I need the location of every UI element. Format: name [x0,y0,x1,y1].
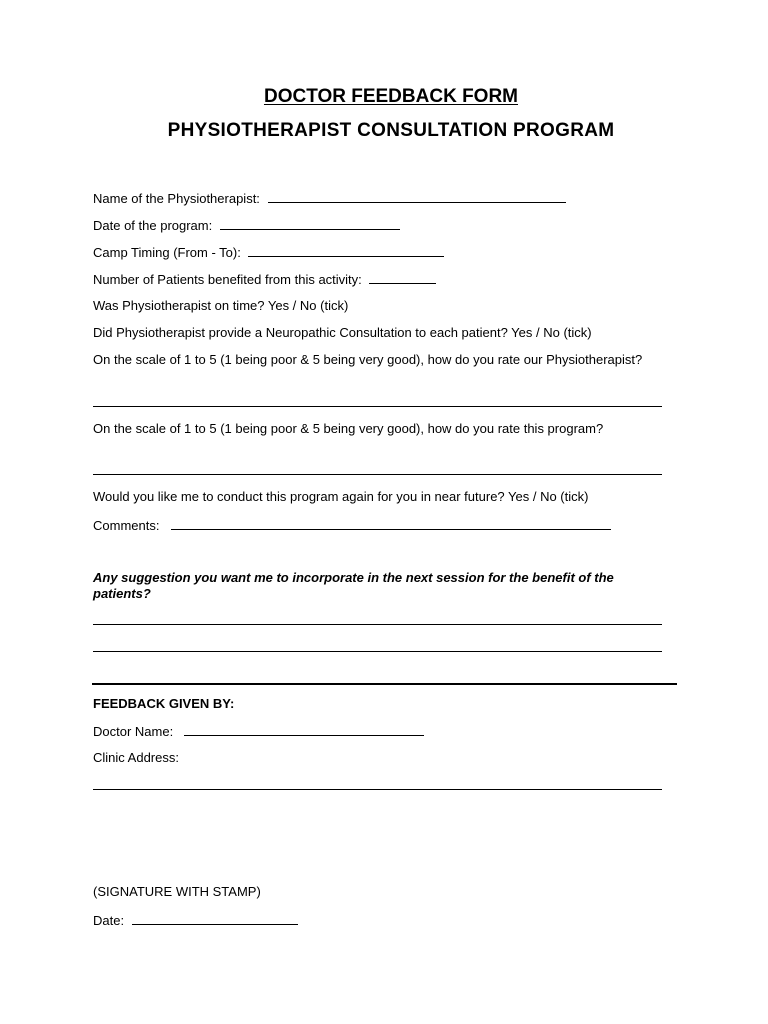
program-date-blank[interactable] [220,217,400,230]
comments-blank[interactable] [171,517,611,530]
program-date-row [93,217,400,234]
physiotherapist-name-label: Name of the Physiotherapist: [93,191,260,206]
rate-program-answer-line[interactable] [93,474,662,475]
suggestion-answer-line-2[interactable] [93,651,662,652]
patients-count-row [93,271,436,288]
program-date-label: Date of the program: [93,218,213,233]
doctor-name-label: Doctor Name: [93,724,174,739]
camp-timing-blank[interactable] [248,244,444,257]
patients-count-label: Number of Patients benefited from this activity: [93,272,362,287]
physiotherapist-name-blank[interactable] [268,190,566,203]
on-time-question: Was Physiotherapist on time? Yes / No (tick) [93,298,349,313]
date-label: Date: [93,913,125,928]
comments-row [93,517,611,534]
neuropathic-question: Did Physiotherapist provide a Neuropathic Consultation to each patient? Yes / No (tick) [93,325,592,340]
rate-physio-question: On the scale of 1 to 5 (1 being poor & 5 being very good), how do you rate our Physiotherapist? [93,352,643,367]
patients-count-blank[interactable] [369,271,436,284]
comments-label: Comments: [93,518,160,533]
date-blank[interactable] [132,912,298,925]
rate-physio-answer-line[interactable] [93,406,662,407]
form-title: DOCTOR FEEDBACK FORM [263,86,519,107]
date-row [93,912,298,929]
camp-timing-label: Camp Timing (From - To): [93,245,241,260]
suggestion-question: Any suggestion you want me to incorporate in the next session for the benefit of the patients? [93,570,614,601]
form-subtitle: PHYSIOTHERAPIST CONSULTATION PROGRAM [167,120,615,141]
physiotherapist-name-row [93,190,566,207]
camp-timing-row [93,244,444,261]
clinic-address-label: Clinic Address: [93,750,179,765]
clinic-address-answer-line[interactable] [93,789,662,790]
suggestion-answer-line-1[interactable] [93,624,662,625]
doctor-name-row [93,723,424,740]
signature-label: (SIGNATURE WITH STAMP) [93,884,261,899]
rate-program-question: On the scale of 1 to 5 (1 being poor & 5 being very good), how do you rate this program? [93,421,604,436]
section-divider [92,683,677,685]
doctor-name-blank[interactable] [184,723,424,736]
feedback-heading: FEEDBACK GIVEN BY: [93,696,235,711]
conduct-again-question: Would you like me to conduct this program again for you in near future? Yes / No (tick) [93,489,589,504]
